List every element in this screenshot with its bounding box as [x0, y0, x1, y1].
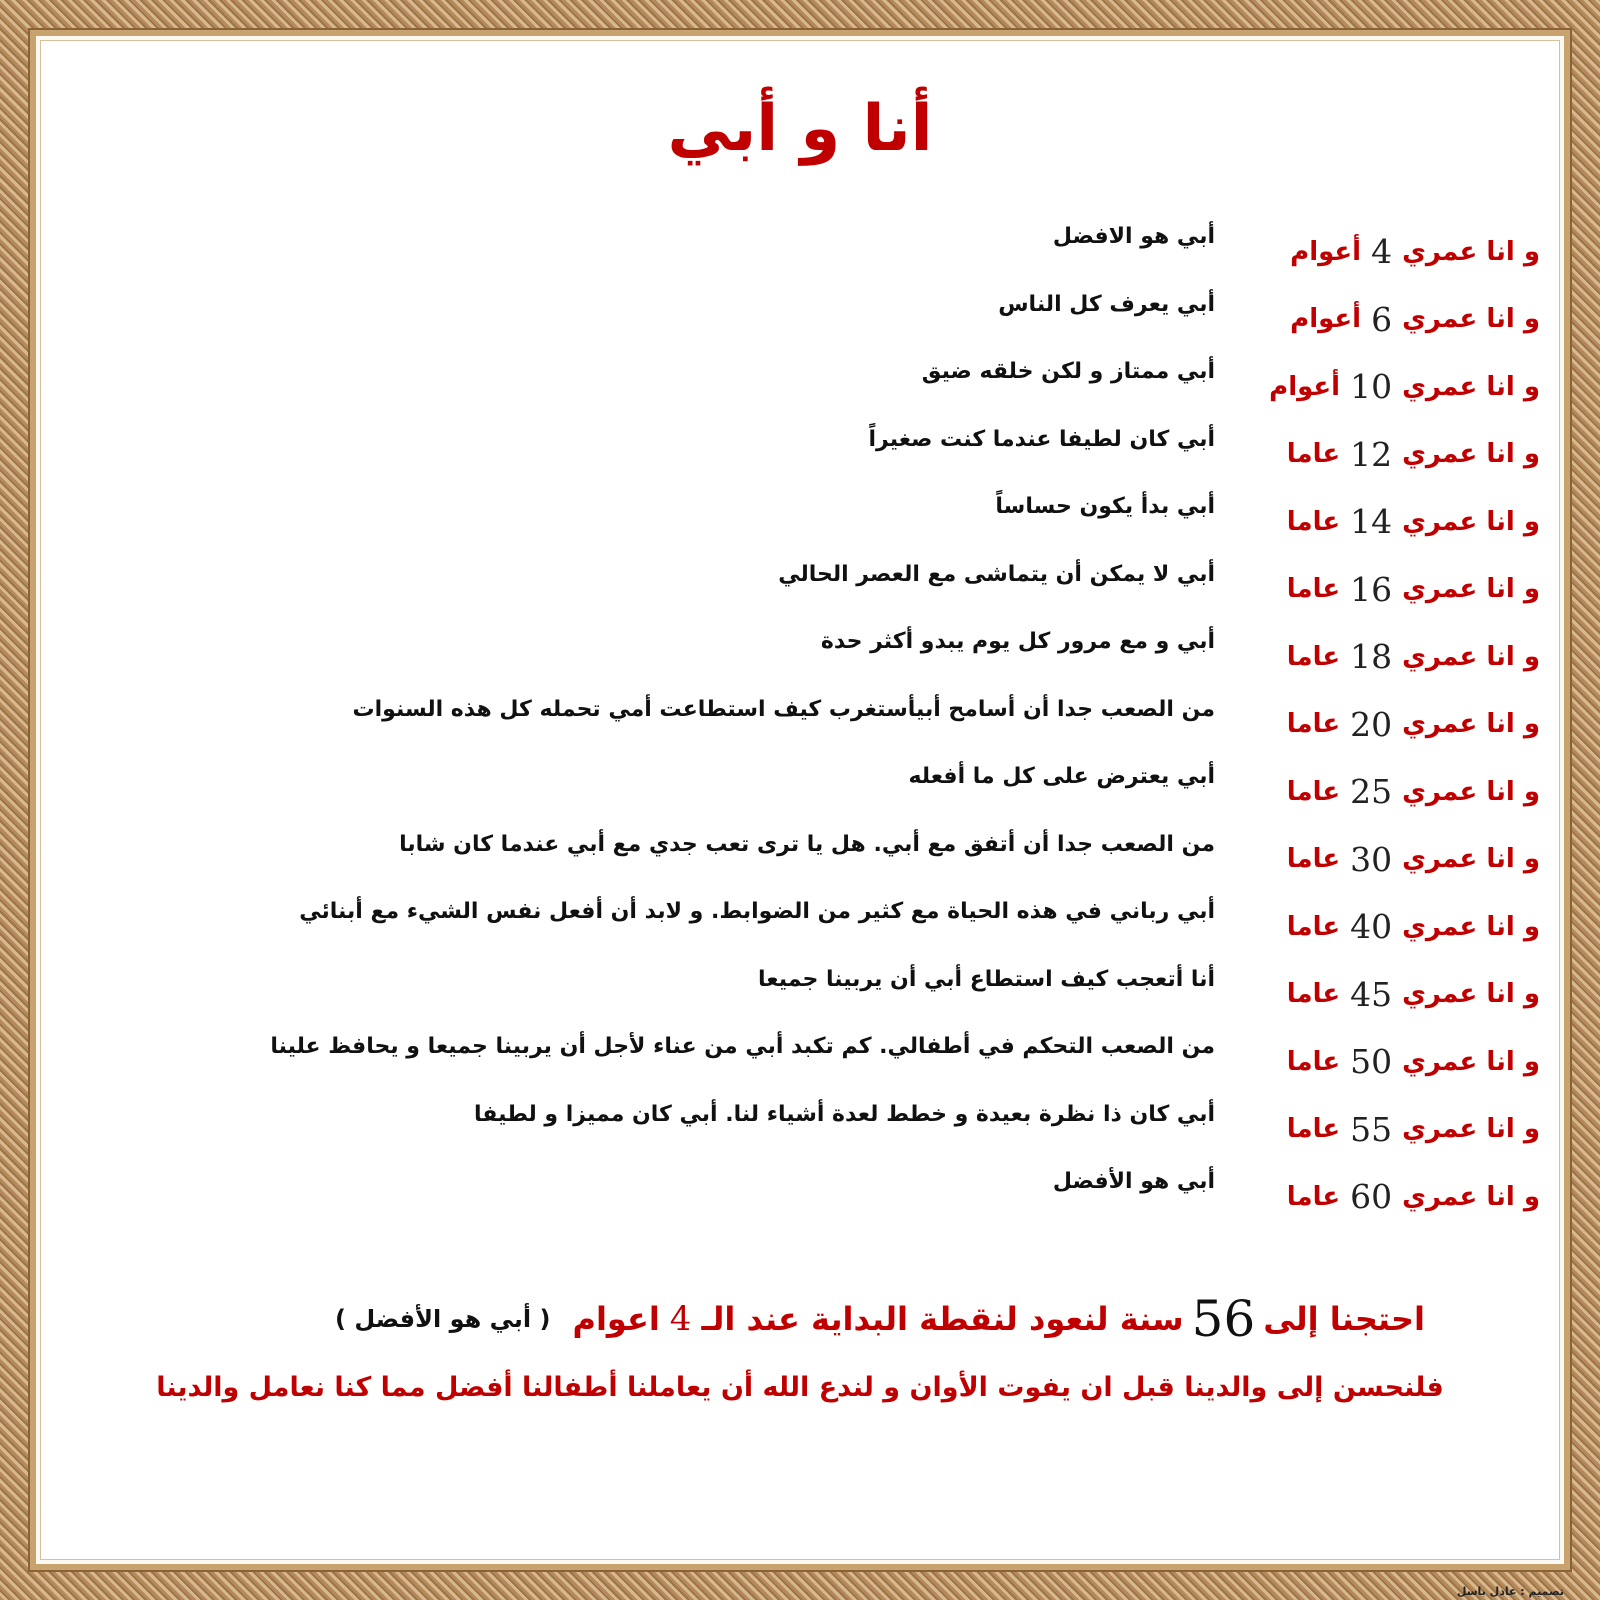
father-saying: أبي هو الأفضل — [1052, 1169, 1215, 1194]
age-label — [1245, 893, 1540, 961]
age-row — [60, 488, 1540, 556]
age-number: 45 — [1350, 974, 1393, 1014]
age-prefix: و انا عمري — [1402, 1114, 1540, 1145]
summary-text-middle: سنة لنعود لنقطة البداية عند الـ — [701, 1300, 1184, 1338]
age-row — [60, 421, 1540, 489]
summary-line — [335, 1290, 1425, 1348]
page-title: أنا و أبي — [667, 92, 933, 166]
father-saying: من الصعب جدا أن أسامح أبيأستغرب كيف استطاعت أمي تحمله كل هذه السنوات — [352, 696, 1215, 722]
age-unit: عاما — [1286, 979, 1341, 1010]
age-unit: أعوام — [1290, 304, 1362, 335]
father-saying: أبي ممتاز و لكن خلقه ضيق — [921, 359, 1215, 384]
age-unit: أعوام — [1290, 236, 1362, 267]
age-row — [60, 961, 1540, 1029]
age-label — [1245, 218, 1540, 286]
age-number: 20 — [1350, 704, 1393, 744]
age-prefix: و انا عمري — [1402, 979, 1540, 1010]
age-number: 60 — [1350, 1177, 1393, 1217]
summary-quote: ( أبي هو الأفضل ) — [335, 1305, 551, 1333]
age-row — [60, 758, 1540, 826]
age-row — [60, 826, 1540, 894]
age-unit: عاما — [1286, 1046, 1341, 1077]
age-number: 14 — [1350, 502, 1393, 542]
age-number: 4 — [1371, 232, 1393, 272]
age-label — [1245, 353, 1540, 421]
age-label — [1245, 1028, 1540, 1096]
age-number: 16 — [1350, 569, 1393, 609]
age-number: 40 — [1350, 907, 1393, 947]
age-row — [60, 893, 1540, 961]
age-label — [1245, 623, 1540, 691]
summary-text-start: احتجنا إلى — [1263, 1300, 1425, 1338]
father-saying: أبي لا يمكن أن يتماشى مع العصر الحالي — [778, 561, 1215, 587]
age-prefix: و انا عمري — [1402, 641, 1540, 672]
age-row — [60, 353, 1540, 421]
advice-line: فلنحسن إلى والدينا قبل ان يفوت الأوان و لندع الله أن يعاملنا أطفالنا أفضل مما كنا نعامل والدينا — [156, 1372, 1444, 1403]
age-prefix: و انا عمري — [1402, 844, 1540, 875]
age-row — [60, 286, 1540, 354]
age-prefix: و انا عمري — [1402, 506, 1540, 537]
age-row — [60, 1028, 1540, 1096]
age-number: 10 — [1350, 367, 1393, 407]
age-prefix: و انا عمري — [1402, 911, 1540, 942]
father-saying: أبي هو الافضل — [1052, 224, 1215, 249]
summary-age: 4 — [669, 1299, 692, 1339]
age-prefix: و انا عمري — [1402, 1181, 1540, 1212]
father-saying: أبي و مع مرور كل يوم يبدو أكثر حدة — [820, 629, 1215, 654]
summary-text-end: اعوام — [572, 1300, 660, 1338]
age-unit: عاما — [1286, 1181, 1341, 1212]
father-saying: من الصعب جدا أن أتفق مع أبي. هل يا ترى تعب جدي مع أبي عندما كان شابا — [399, 831, 1215, 857]
age-label — [1245, 758, 1540, 826]
age-prefix: و انا عمري — [1402, 439, 1540, 470]
age-label — [1245, 421, 1540, 489]
father-saying: أبي كان ذا نظرة بعيدة و خطط لعدة أشياء لنا. أبي كان مميزا و لطيفا — [474, 1101, 1215, 1127]
designer-credit: تصميم : عادل باسل — [1456, 1585, 1564, 1598]
age-prefix: و انا عمري — [1402, 1046, 1540, 1077]
father-saying: أنا أتعجب كيف استطاع أبي أن يربينا جميعا — [758, 966, 1215, 992]
age-unit: عاما — [1286, 709, 1341, 740]
age-number: 12 — [1350, 434, 1393, 474]
age-unit: عاما — [1286, 439, 1341, 470]
age-number: 25 — [1350, 772, 1393, 812]
age-row — [60, 218, 1540, 286]
age-row — [60, 556, 1540, 624]
age-list — [60, 218, 1540, 1231]
age-row — [60, 691, 1540, 759]
age-number: 6 — [1371, 299, 1393, 339]
age-label — [1245, 286, 1540, 354]
age-unit: عاما — [1286, 574, 1341, 605]
father-saying: أبي رباني في هذه الحياة مع كثير من الضوابط. و لابد أن أفعل نفس الشيء مع أبنائي — [299, 899, 1215, 924]
age-prefix: و انا عمري — [1402, 574, 1540, 605]
age-unit: أعوام — [1269, 371, 1341, 402]
age-label — [1245, 961, 1540, 1029]
age-unit: عاما — [1286, 911, 1341, 942]
age-label — [1245, 1096, 1540, 1164]
age-prefix: و انا عمري — [1402, 776, 1540, 807]
age-row — [60, 623, 1540, 691]
age-number: 50 — [1350, 1042, 1393, 1082]
age-prefix: و انا عمري — [1402, 709, 1540, 740]
father-saying: أبي كان لطيفا عندما كنت صغيراً — [868, 426, 1215, 452]
age-label — [1245, 488, 1540, 556]
age-number: 55 — [1350, 1109, 1393, 1149]
age-number: 18 — [1350, 637, 1393, 677]
age-label — [1245, 556, 1540, 624]
age-unit: عاما — [1286, 506, 1341, 537]
age-unit: عاما — [1286, 776, 1341, 807]
age-prefix: و انا عمري — [1402, 304, 1540, 335]
age-prefix: و انا عمري — [1402, 236, 1540, 267]
age-row — [60, 1096, 1540, 1164]
father-saying: أبي يعترض على كل ما أفعله — [908, 764, 1215, 789]
age-label — [1245, 826, 1540, 894]
age-number: 30 — [1350, 839, 1393, 879]
age-label — [1245, 691, 1540, 759]
age-unit: عاما — [1286, 641, 1341, 672]
age-unit: عاما — [1286, 1114, 1341, 1145]
age-prefix: و انا عمري — [1402, 371, 1540, 402]
age-label — [1245, 1163, 1540, 1231]
age-row — [60, 1163, 1540, 1231]
father-saying: أبي يعرف كل الناس — [998, 291, 1215, 317]
summary-years: 56 — [1191, 1290, 1256, 1348]
age-unit: عاما — [1286, 844, 1341, 875]
father-saying: من الصعب التحكم في أطفالي. كم تكبد أبي من عناء لأجل أن يربينا جميعا و يحافظ علينا — [270, 1034, 1215, 1059]
father-saying: أبي بدأ يكون حساساً — [995, 494, 1215, 519]
